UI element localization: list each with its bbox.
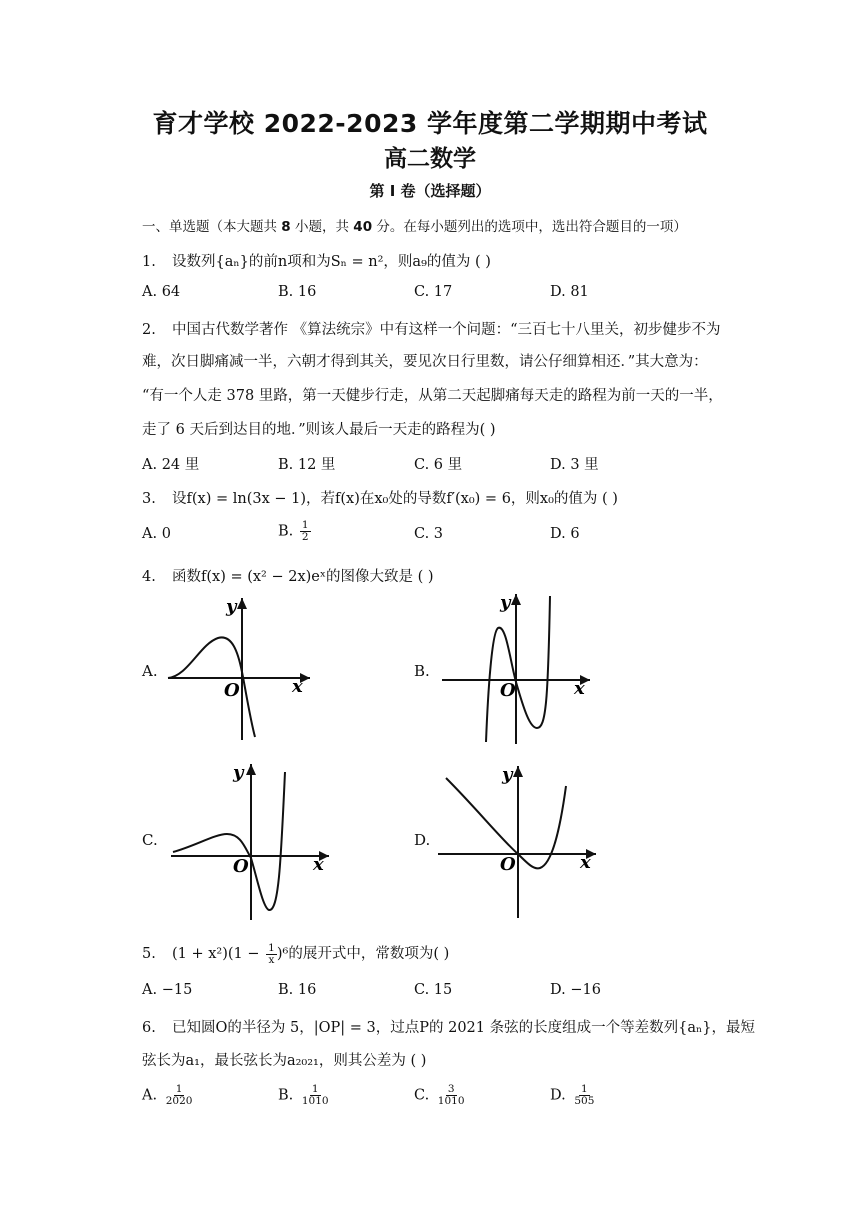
graph-d[interactable] [436,760,604,920]
question-3 [142,487,618,508]
question-number: 3. [142,491,156,507]
fraction [164,1084,195,1107]
section-count: 8 [281,219,291,235]
option-c[interactable]: C. 17 [414,284,453,300]
option-a[interactable]: A. 0 [142,526,171,542]
fraction-denominator: 505 [574,1095,595,1107]
fraction-denominator: 1010 [301,1095,329,1107]
fraction [300,520,311,543]
graph-label-a[interactable]: A. [142,662,158,680]
part-title: 第 I 卷（选择题） [369,182,491,200]
option-letter: A. [142,1087,158,1104]
option-b[interactable] [278,520,311,543]
option-d[interactable]: D. −16 [550,982,601,998]
question-number: 2. [142,322,156,338]
question-text-line-2: 难，次日脚痛减一半，六朝才得到其关，要见次日行里数，请公仔细算相还．”其大意为： [142,354,708,370]
fraction-denominator: 2020 [165,1095,193,1107]
question-text: 函数f(x) = (x² − 2x)eˣ的图像大致是 ( ) [172,569,434,585]
option-letter: B. [278,1087,294,1104]
fraction-numerator: 1 [175,1083,183,1095]
fraction-numerator: 1 [301,519,309,531]
question-number: 5. [142,946,156,962]
option-c[interactable] [414,1084,467,1107]
exam-subtitle: 高二数学 [384,146,476,172]
graph-label-d[interactable]: D. [414,831,431,849]
option-c[interactable]: C. 15 [414,982,453,998]
option-d[interactable] [550,1084,596,1107]
y-axis-label: y [502,764,513,785]
option-b-letter: B. [278,523,294,540]
section-heading [142,215,687,235]
x-axis-label: x [313,854,324,875]
fraction-denominator: 2 [301,531,309,543]
section-suffix: 分。在每小题列出的选项中，选出符合题目的一项） [376,219,687,235]
option-c[interactable]: C. 3 [414,526,444,542]
option-d[interactable]: D. 3 里 [550,457,599,473]
question-text: 设f(x) = ln(3x − 1)，若f(x)在x₀处的导数f′(x₀) = 6，则x₀的值为 ( ) [172,491,618,507]
origin-label: O [500,680,516,701]
y-axis-arrow-icon [511,594,521,605]
fraction-numerator: 1 [581,1083,588,1095]
question-2 [142,318,721,339]
option-b[interactable]: B. 16 [278,284,317,300]
question-6 [142,1016,755,1037]
question-number: 6. [142,1020,156,1036]
section-mid: 小题，共 [295,219,349,235]
graph-b[interactable] [440,590,600,746]
option-a[interactable]: A. 64 [142,284,181,300]
graph-label-c[interactable]: C. [142,831,158,849]
question-text-line-2: 弦长为a₁，最长弦长为a₂₀₂₁，则其公差为 ( ) [142,1053,427,1069]
fraction-denominator: 1010 [437,1095,465,1107]
option-letter: D. [550,1087,566,1104]
exam-title: 育才学校 2022-2023 学年度第二学期期中考试 [152,109,708,138]
section-score: 40 [353,219,373,235]
option-d[interactable]: D. 6 [550,526,580,542]
option-a[interactable] [142,1084,194,1107]
y-axis-arrow-icon [513,766,523,777]
origin-label: O [500,854,516,875]
y-axis-arrow-icon [246,764,256,775]
option-d[interactable]: D. 81 [550,284,589,300]
fraction [572,1084,596,1107]
y-axis-label: y [500,592,511,613]
fraction [300,1084,331,1107]
section-prefix: 一、单选题（本大题共 [142,219,277,235]
question-4 [142,565,434,586]
curve [486,596,550,742]
graph-a[interactable] [160,592,320,742]
question-5 [142,942,449,966]
question-text-part-2: )⁶的展开式中，常数项为( ) [276,946,450,962]
option-c[interactable]: C. 6 里 [414,457,463,473]
fraction [436,1084,467,1107]
graph-label-b[interactable]: B. [414,662,430,680]
question-text: 设数列{aₙ}的前n项和为Sₙ = n²，则a₉的值为 ( ) [172,254,491,270]
question-text-line-1: 中国古代数学著作 《算法统宗》中有这样一个问题：“三百七十八里关，初步健步不为 [172,322,721,338]
option-b[interactable] [278,1084,331,1107]
curve [173,772,285,910]
fraction [266,943,277,966]
option-b[interactable]: B. 16 [278,982,317,998]
question-1 [142,250,491,271]
question-number: 4. [142,569,156,585]
y-axis-label: y [226,596,237,617]
question-text-line-3: “有一个人走 378 里路，第一天健步行走，从第二天起脚痛每天走的路程为前一天的一半， [142,388,723,404]
origin-label: O [224,680,240,701]
fraction-numerator: 1 [311,1083,319,1095]
question-number: 1. [142,254,156,270]
question-text-line-1: 已知圆O的半径为 5，|OP| = 3，过点P的 2021 条弦的长度组成一个等差数列{aₙ}，最短 [172,1020,755,1036]
graph-c[interactable] [165,758,335,922]
x-axis-label: x [580,852,591,873]
fraction-numerator: 1 [268,941,275,954]
fraction-denominator: x [268,953,275,966]
option-a[interactable]: A. −15 [142,982,193,998]
y-axis-label: y [233,762,244,783]
option-a[interactable]: A. 24 里 [142,457,200,473]
fraction-numerator: 3 [447,1083,455,1095]
x-axis-label: x [574,678,585,699]
y-axis-arrow-icon [237,598,247,609]
option-letter: C. [414,1087,430,1104]
x-axis-label: x [292,676,303,697]
question-text-part-1: (1 + x²)(1 − [172,946,265,962]
origin-label: O [233,856,249,877]
question-text-line-4: 走了 6 天后到达目的地．”则该人最后一天走的路程为( ) [142,422,496,438]
option-b[interactable]: B. 12 里 [278,457,336,473]
